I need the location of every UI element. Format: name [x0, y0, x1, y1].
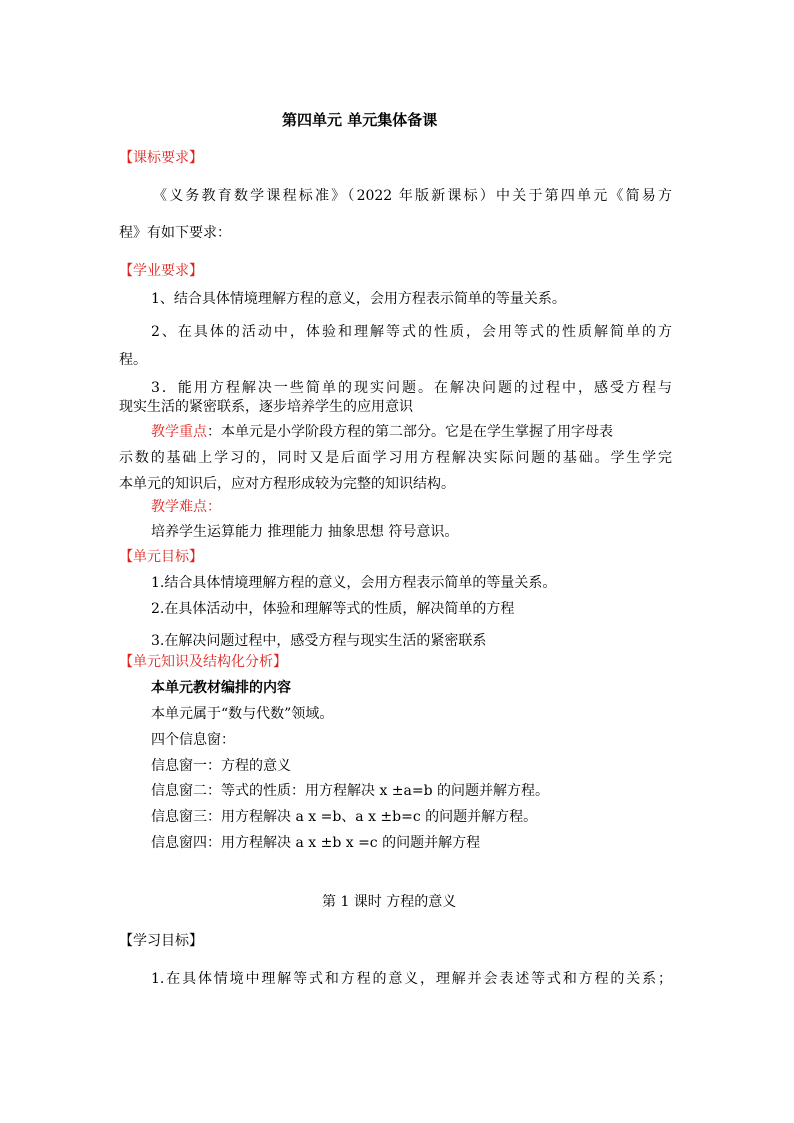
academic-heading: 【学业要求】 — [119, 263, 203, 279]
analysis-line: 信息窗一：方程的意义 — [151, 758, 291, 774]
unit-goal-item: 1.结合具体情境理解方程的意义，会用方程表示简单的等量关系。 — [151, 575, 557, 591]
unit-goal-item: 2.在具体活动中，体验和理解等式的性质，解决简单的方程 — [151, 601, 515, 617]
key-points-line1 — [151, 423, 613, 441]
unit-goal-item: 3.在解决问题过程中，感受方程与现实生活的紧密联系 — [151, 633, 487, 649]
unit-goals-heading: 【单元目标】 — [119, 549, 203, 565]
analysis-line: 信息窗二：等式的性质：用方程解决 x ±a=b 的问题并解方程。 — [151, 783, 550, 799]
analysis-line: 本单元属于“数与代数”领域。 — [151, 706, 334, 722]
difficulty-label: 教学难点： — [151, 499, 221, 515]
academic-item: 2、在具体的活动中，体验和理解等式的性质，会用等式的性质解简单的方 — [151, 324, 672, 340]
page-title: 第四单元 单元集体备课 — [282, 111, 438, 129]
learning-goal-item: 1.在具体情境中理解等式和方程的意义，理解并会表述等式和方程的关系； — [151, 971, 672, 987]
curriculum-heading: 【课标要求】 — [119, 150, 203, 166]
key-points-line3: 本单元的知识后，应对方程形成较为完整的知识结构。 — [119, 476, 455, 492]
analysis-line: 信息窗四：用方程解决 a x ±b x =c 的问题并解方程 — [151, 835, 481, 851]
academic-item: 3．能用方程解决一些简单的现实问题。在解决问题的过程中，感受方程与 — [151, 380, 672, 396]
academic-item: 1、结合具体情境理解方程的意义，会用方程表示简单的等量关系。 — [151, 291, 566, 307]
analysis-line: 四个信息窗： — [151, 732, 235, 748]
key-points-line2: 示数的基础上学习的，同时又是后面学习用方程解决实际问题的基础。学生学完 — [119, 450, 672, 466]
academic-item: 现实生活的紧密联系，逐步培养学生的应用意识 — [119, 399, 413, 415]
academic-item: 程。 — [119, 352, 147, 368]
curriculum-para-line1: 《义务教育数学课程标准》（2022 年版新课标）中关于第四单元《简易方 — [153, 188, 672, 204]
difficulty-text: 培养学生运算能力 推理能力 抽象思想 符号意识。 — [151, 524, 459, 540]
analysis-line: 信息窗三：用方程解决 a x =b、a x ±b=c 的问题并解方程。 — [151, 809, 538, 825]
analysis-subheading: 本单元教材编排的内容 — [151, 680, 291, 696]
analysis-heading: 【单元知识及结构化分析】 — [119, 654, 287, 670]
key-points-label: 教学重点 — [151, 424, 207, 440]
learning-goals-heading: 【学习目标】 — [119, 933, 203, 949]
key-points-text: ：本单元是小学阶段方程的第二部分。它是在学生掌握了用字母表 — [207, 424, 613, 440]
lesson-title: 第 1 课时 方程的意义 — [322, 894, 457, 910]
curriculum-para-line2: 程》有如下要求： — [119, 225, 231, 241]
